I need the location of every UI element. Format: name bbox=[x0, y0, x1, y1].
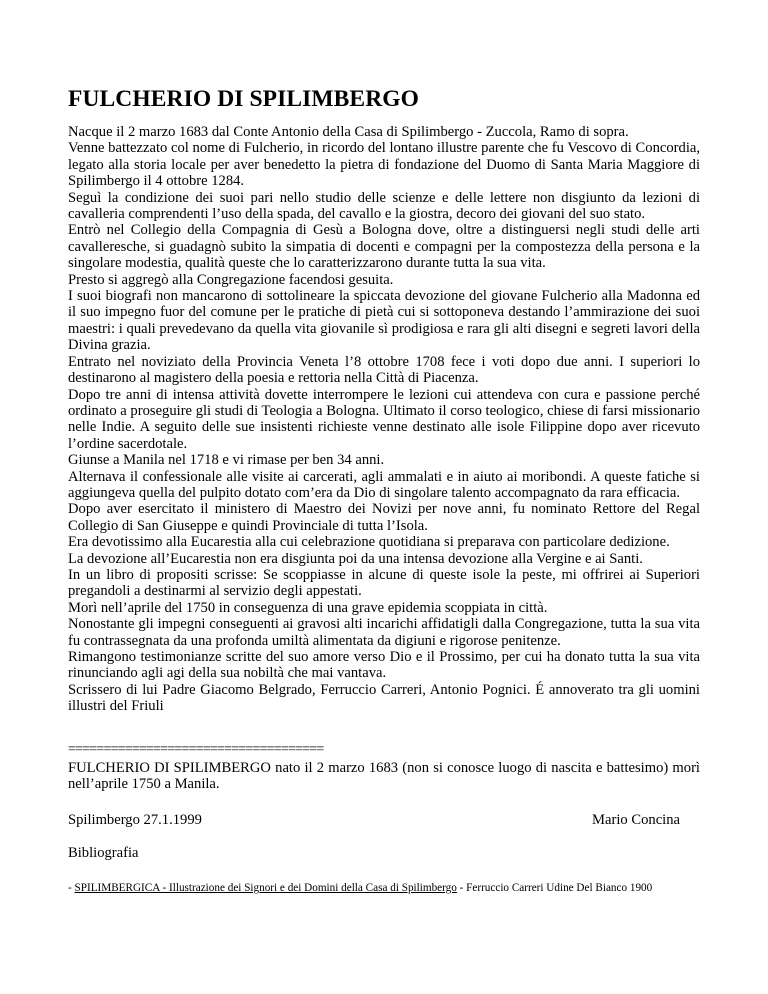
summary-block bbox=[68, 760, 700, 793]
paragraph: Entrò nel Collegio della Compagnia di Gesù a Bologna dove, oltre a distinguersi negli studi delle arti cavalleresche, si guadagnò subito la simpatia di docenti e compagni per la compostezza della persona e la singolare modestia, qualità queste che lo caratterizzarono durante tutta la sua vita. bbox=[68, 222, 700, 272]
author-name: Mario Concina bbox=[592, 812, 680, 828]
paragraph: Dopo tre anni di intensa attività dovette interrompere le lezioni cui attendeva con cura e passione perché ordinato a proseguire gli studi di Teologia a Bologna. Ultimato il corso teologico, chiese di farsi missionario nelle Indie. A seguito delle sue insistenti richieste venne destinato alle isole Filippine dopo aver ricevuto l’ordine sacerdotale. bbox=[68, 386, 700, 452]
paragraph: Entrato nel noviziato della Provincia Veneta l’8 ottobre 1708 fece i voti dopo due anni. I superiori lo destinarono al magistero della poesia e rettoria nella Città di Piacenza. bbox=[68, 353, 700, 387]
paragraph: Dopo aver esercitato il ministero di Maestro dei Novizi per nove anni, fu nominato Rettore del Regal Collegio di San Giuseppe e quindi Provinciale di tutta l’Isola. bbox=[68, 501, 700, 534]
paragraph: In un libro di propositi scrisse: Se scoppiasse in alcune di queste isole la peste, mi offrirei ai Superiori pregandoli a destinarmi al servizio degli appestati. bbox=[68, 566, 700, 600]
paragraph: Nonostante gli impegni conseguenti ai gravosi alti incarichi affidatigli dalla Congregazione, tutta la sua vita fu contrassegnata da una profonda umiltà alimentata da digiuni e rigorose penitenze. bbox=[68, 616, 700, 649]
bibliography-dash: - bbox=[68, 882, 75, 894]
separator-line: ==================================== bbox=[68, 742, 324, 757]
paragraph: Seguì la condizione dei suoi pari nello studio delle scienze e delle lettere non disgiunto da lezioni di cavalleria comprendenti l’uso della spada, del cavallo e la giostra, decoro dei giovani del suo stato. bbox=[68, 189, 700, 223]
bibliography-details: - Ferruccio Carreri Udine Del Bianco 1900 bbox=[456, 882, 653, 894]
bibliography-heading: Bibliografia bbox=[68, 845, 139, 861]
paragraph: Morì nell’aprile del 1750 in conseguenza di una grave epidemia scoppiata in città. bbox=[68, 599, 548, 616]
summary-text: FULCHERIO DI SPILIMBERGO nato il 2 marzo 1683 (non si conosce luogo di nascita e battesimo) morì nell’aprile 1750 a Manila. bbox=[68, 760, 700, 793]
paragraph: Rimangono testimonianze scritte del suo amore verso Dio e il Prossimo, per cui ha donato tutta la sua vita rinunciando agli agi della sua nobiltà che mai vantava. bbox=[68, 649, 700, 682]
paragraph: La devozione all’Eucarestia non era disgiunta poi da una intensa devozione alla Vergine e ai Santi. bbox=[68, 550, 643, 567]
paragraph: I suoi biografi non mancarono di sottolineare la spiccata devozione del giovane Fulcherio alla Madonna ed il suo impegno fuor del comune per le pratiche di pietà cui si sottoponeva destando l’ammirazione dei suoi maestri: i quali prevedevano da quella vita giovanile sì prodigiosa e rara gli alti disegni e segreti lavori della Divina grazia. bbox=[68, 288, 700, 354]
bibliography-entry bbox=[68, 882, 700, 896]
document-title: FULCHERIO DI SPILIMBERGO bbox=[68, 86, 420, 112]
paragraph: Alternava il confessionale alle visite ai carcerati, agli ammalati e in aiuto ai moribondi. A queste fatiche si aggiungeva quella del pulpito dotato com’era da Dio di singolare talento accompagnato da rara efficacia. bbox=[68, 468, 700, 501]
paragraph: Scrissero di lui Padre Giacomo Belgrado, Ferruccio Carreri, Antonio Pognici. É annoverato tra gli uomini illustri del Friuli bbox=[68, 681, 700, 715]
bibliography-title: SPILIMBERGICA - Illustrazione dei Signori e dei Domini della Casa di Spilimbergo bbox=[74, 882, 457, 894]
paragraph: Venne battezzato col nome di Fulcherio, in ricordo del lontano illustre parente che fu Vescovo di Concordia, legato alla storia locale per aver benedetto la pietra di fondazione del Duomo di Santa Maria Maggiore di Spilimbergo il 4 ottobre 1284. bbox=[68, 140, 700, 190]
paragraph: Nacque il 2 marzo 1683 dal Conte Antonio della Casa di Spilimbergo - Zuccola, Ramo di sopra. bbox=[68, 124, 629, 140]
paragraph: Giunse a Manila nel 1718 e vi rimase per ben 34 anni. bbox=[68, 452, 385, 469]
paragraph: Presto si aggregò alla Congregazione facendosi gesuita. bbox=[68, 271, 394, 288]
paragraph: Era devotissimo alla Eucarestia alla cui celebrazione quotidiana si preparava con particolare dedizione. bbox=[68, 534, 670, 551]
place-date: Spilimbergo 27.1.1999 bbox=[68, 812, 202, 828]
biography-body bbox=[68, 124, 700, 715]
